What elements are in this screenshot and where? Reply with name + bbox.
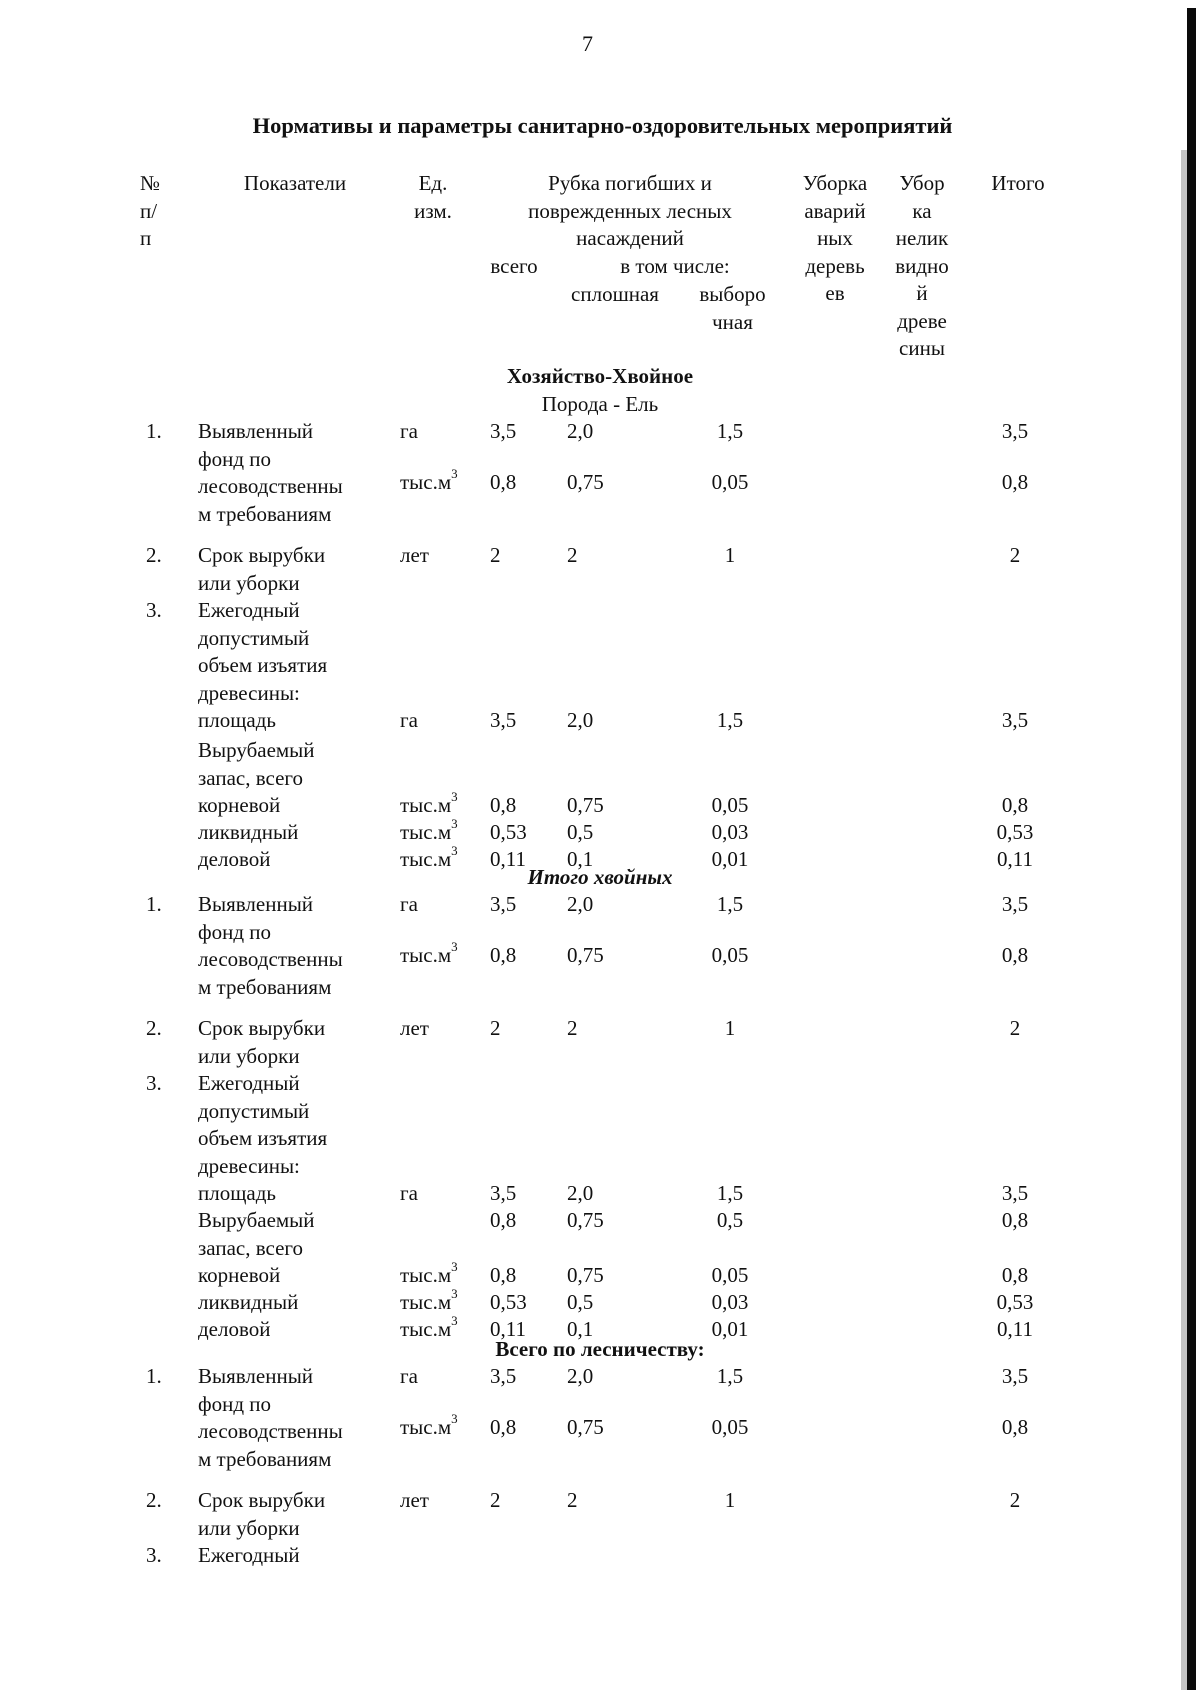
cubic-superscript: 3 [451, 1286, 458, 1301]
value-grand-total: 0,8 [1001, 793, 1029, 817]
unit-cell [400, 816, 458, 847]
value-grand-total: 0,8 [1001, 1208, 1029, 1232]
unit-cell [400, 1286, 458, 1317]
value-clear-felling: 2 [567, 1016, 578, 1040]
value-selective-felling: 1,5 [716, 419, 744, 443]
unit-text: тыс.м [400, 1317, 452, 1341]
value-total-felling: 3,5 [490, 419, 517, 443]
cubic-superscript: 3 [451, 939, 458, 954]
unit-text: тыс.м [400, 847, 452, 871]
unit-cell [400, 1313, 458, 1344]
indicator-label: площадь [198, 1181, 276, 1205]
header-number-line: № [140, 171, 161, 195]
scan-edge-border [1187, 8, 1196, 1690]
indicator-label: объем изъятия [198, 1126, 328, 1150]
header-number-line: п [140, 226, 152, 250]
value-total-felling: 0,8 [490, 470, 517, 494]
indicator-label: м требованиям [198, 1446, 332, 1471]
value-selective-felling: 0,05 [711, 1263, 749, 1287]
indicator-label: лесоводственны [198, 1419, 343, 1443]
value-grand-total: 0,11 [997, 1317, 1033, 1341]
indicator-label: допустимый [198, 1098, 310, 1123]
header-selective-line: чная [712, 309, 753, 334]
value-selective-felling: 1 [724, 543, 736, 567]
unit-cell [400, 939, 458, 970]
header-felling [480, 170, 780, 253]
header-felling-including: в том числе: [620, 254, 730, 278]
unit-text: лет [400, 1016, 429, 1040]
indicator-label: ликвидный [198, 820, 299, 844]
unit-cell [400, 1180, 418, 1208]
indicator-label: Выявленный [198, 892, 314, 916]
cubic-superscript: 3 [451, 466, 458, 481]
value-clear-felling: 0,75 [567, 1263, 604, 1287]
unit-text: лет [400, 543, 429, 567]
value-selective-felling: 0,05 [711, 1415, 749, 1439]
value-grand-total: 2 [1009, 1016, 1021, 1040]
header-unliquid-line: видно [895, 253, 949, 278]
unit-text: лет [400, 1488, 429, 1512]
header-emergency-line: ев [825, 281, 845, 305]
value-grand-total: 3,5 [1001, 419, 1029, 443]
value-grand-total: 0,8 [1001, 470, 1029, 494]
value-clear-felling: 2,0 [567, 1364, 594, 1388]
unit-text: тыс.м [400, 470, 452, 494]
value-total-felling: 2 [490, 543, 501, 567]
indicator-label: фонд по [198, 919, 272, 944]
indicator-label: Вырубаемый [198, 738, 315, 762]
row-number: 3. [146, 598, 162, 622]
indicator-label: корневой [198, 1263, 281, 1287]
unit-text: тыс.м [400, 820, 452, 844]
value-clear-felling: 0,1 [567, 847, 594, 871]
value-selective-felling: 1 [724, 1016, 736, 1040]
unit-text: тыс.м [400, 1415, 452, 1439]
value-grand-total: 0,53 [996, 1290, 1034, 1314]
unit-cell [400, 1363, 418, 1391]
indicator-label: площадь [198, 708, 276, 732]
header-felling-selective [685, 281, 780, 336]
indicator-label: м требованиям [198, 501, 332, 526]
value-grand-total: 3,5 [1001, 1181, 1029, 1205]
section-subtitle: Порода - Ель [541, 391, 659, 416]
value-clear-felling: 0,75 [567, 470, 604, 494]
unit-cell [400, 1259, 458, 1290]
value-clear-felling: 2,0 [567, 1181, 594, 1205]
section-title: Хозяйство-Хвойное [506, 364, 694, 388]
row-number: 1. [146, 419, 162, 443]
value-grand-total: 2 [1009, 1488, 1021, 1512]
header-emergency-line: аварий [804, 198, 866, 223]
indicator-label: древесины: [198, 1153, 300, 1178]
indicator-label: Ежегодный [198, 1071, 300, 1095]
header-number [140, 170, 180, 253]
header-unit-line: Ед. [418, 171, 448, 195]
header-unit-line: изм. [414, 198, 452, 223]
unit-cell [400, 1487, 429, 1515]
value-total-felling: 0,11 [490, 1317, 526, 1341]
unit-text: га [400, 708, 418, 732]
value-total-felling: 0,8 [490, 1208, 517, 1232]
unit-cell [400, 789, 458, 820]
indicator-label: Ежегодный [198, 598, 300, 622]
indicator-label: Срок вырубки [198, 543, 326, 567]
indicator-label: Вырубаемый [198, 1208, 315, 1232]
indicator-label: или уборки [198, 1043, 300, 1068]
unit-text: тыс.м [400, 1263, 452, 1287]
value-grand-total: 3,5 [1001, 708, 1029, 732]
value-clear-felling: 0,75 [567, 943, 604, 967]
value-selective-felling: 1 [724, 1488, 736, 1512]
unit-cell [400, 418, 418, 446]
indicator-label: Срок вырубки [198, 1016, 326, 1040]
unit-cell [400, 1015, 429, 1043]
row-number: 3. [146, 1071, 162, 1095]
value-total-felling: 0,8 [490, 943, 517, 967]
indicator-label: ликвидный [198, 1290, 299, 1314]
section-title: Итого хвойных [527, 865, 673, 889]
cubic-superscript: 3 [451, 789, 458, 804]
header-indicator [195, 170, 395, 198]
unit-text: тыс.м [400, 793, 452, 817]
value-clear-felling: 2 [567, 543, 578, 567]
header-emergency-line: Уборка [802, 171, 868, 195]
header-felling-line: насаждений [576, 226, 684, 250]
header-indicator-label: Показатели [243, 171, 347, 195]
header-unliquid-line: древе [897, 308, 947, 333]
row-number: 2. [146, 1016, 162, 1040]
value-total-felling: 0,11 [490, 847, 526, 871]
value-clear-felling: 2,0 [567, 708, 594, 732]
indicator-label: фонд по [198, 1391, 272, 1416]
cubic-superscript: 3 [451, 843, 458, 858]
value-selective-felling: 0,03 [711, 820, 749, 844]
header-unliquid-line: сины [899, 336, 945, 360]
indicator-label: допустимый [198, 625, 310, 650]
value-grand-total: 3,5 [1001, 1364, 1029, 1388]
cubic-superscript: 3 [451, 1259, 458, 1274]
value-selective-felling: 0,01 [711, 1317, 749, 1341]
header-selective-line: выборо [699, 282, 766, 306]
value-total-felling: 0,8 [490, 1415, 517, 1439]
header-unliquid-line: нелик [895, 226, 949, 250]
unit-text: га [400, 1181, 418, 1205]
cubic-superscript: 3 [451, 1313, 458, 1328]
unit-cell [400, 891, 418, 919]
indicator-label: или уборки [198, 570, 300, 595]
value-selective-felling: 1,5 [716, 1364, 744, 1388]
indicator-label: деловой [198, 1317, 271, 1341]
value-total-felling: 2 [490, 1488, 501, 1512]
value-grand-total: 0,8 [1001, 943, 1029, 967]
header-unliquid-line: ка [912, 198, 932, 223]
value-total-felling: 0,53 [490, 820, 527, 844]
value-total-felling: 0,8 [490, 1263, 517, 1287]
value-total-felling: 3,5 [490, 1181, 517, 1205]
value-total-felling: 3,5 [490, 892, 517, 916]
header-felling-clear: сплошная [571, 282, 659, 306]
value-total-felling: 3,5 [490, 1364, 517, 1388]
value-selective-felling: 0,03 [711, 1290, 749, 1314]
value-total-felling: 0,8 [490, 793, 517, 817]
value-grand-total: 0,8 [1001, 1415, 1029, 1439]
indicator-label: корневой [198, 793, 281, 817]
header-emergency-line: деревь [805, 253, 865, 278]
value-clear-felling: 0,75 [567, 793, 604, 817]
unit-text: тыс.м [400, 943, 452, 967]
unit-cell [400, 843, 458, 874]
value-selective-felling: 0,5 [716, 1208, 744, 1232]
unit-cell [400, 1411, 458, 1442]
indicator-label: м требованиям [198, 974, 332, 999]
indicator-label: деловой [198, 847, 271, 871]
cubic-superscript: 3 [451, 816, 458, 831]
section-title: Всего по лесничеству: [495, 1337, 705, 1361]
header-number-line: п/ [140, 198, 158, 223]
page-number: 7 [582, 31, 593, 56]
value-total-felling: 2 [490, 1016, 501, 1040]
indicator-label: или уборки [198, 1515, 300, 1540]
indicator-label: лесоводственны [198, 474, 343, 498]
header-unit [398, 170, 468, 225]
header-total: Итого [991, 171, 1045, 195]
unit-cell [400, 466, 458, 497]
value-clear-felling: 0,1 [567, 1317, 594, 1341]
header-felling-line: Рубка погибших и [548, 171, 712, 195]
indicator-label: запас, всего [198, 1235, 303, 1260]
row-number: 1. [146, 1364, 162, 1388]
indicator-label: древесины: [198, 680, 300, 705]
header-felling-line: поврежденных лесных [528, 198, 732, 223]
value-clear-felling: 2,0 [567, 419, 594, 443]
value-selective-felling: 0,01 [711, 847, 749, 871]
row-number: 2. [146, 1488, 162, 1512]
value-total-felling: 3,5 [490, 708, 517, 732]
value-grand-total: 0,11 [997, 847, 1033, 871]
value-grand-total: 2 [1009, 543, 1021, 567]
value-grand-total: 0,53 [996, 820, 1034, 844]
unit-cell [400, 707, 418, 735]
header-felling-total: всего [490, 254, 538, 278]
value-clear-felling: 2 [567, 1488, 578, 1512]
value-clear-felling: 0,75 [567, 1415, 604, 1439]
indicator-label: фонд по [198, 446, 272, 471]
document-title: Нормативы и параметры санитарно-оздоровительных мероприятий [252, 113, 953, 138]
header-emergency-line: ных [817, 226, 853, 250]
value-clear-felling: 0,75 [567, 1208, 604, 1232]
indicator-label: Выявленный [198, 1364, 314, 1388]
cubic-superscript: 3 [451, 1411, 458, 1426]
value-selective-felling: 0,05 [711, 470, 749, 494]
indicator-label: Ежегодный [198, 1543, 300, 1567]
unit-text: га [400, 419, 418, 443]
value-clear-felling: 0,5 [567, 820, 594, 844]
value-total-felling: 0,53 [490, 1290, 527, 1314]
row-number: 3. [146, 1543, 162, 1567]
indicator-label: Срок вырубки [198, 1488, 326, 1512]
indicator-label: объем изъятия [198, 653, 328, 677]
header-unliquid-line: Убор [899, 171, 945, 195]
value-grand-total: 3,5 [1001, 892, 1029, 916]
row-number: 1. [146, 892, 162, 916]
value-grand-total: 0,8 [1001, 1263, 1029, 1287]
unit-text: га [400, 892, 418, 916]
unit-cell [400, 542, 429, 570]
row-number: 2. [146, 543, 162, 567]
value-clear-felling: 0,5 [567, 1290, 594, 1314]
unit-text: га [400, 1364, 418, 1388]
value-selective-felling: 1,5 [716, 892, 744, 916]
header-emergency-trees [790, 170, 880, 308]
indicator-label: Выявленный [198, 419, 314, 443]
value-selective-felling: 0,05 [711, 793, 749, 817]
header-unliquid-line: й [916, 281, 928, 305]
indicator-label: запас, всего [198, 765, 303, 790]
value-clear-felling: 2,0 [567, 892, 594, 916]
value-selective-felling: 1,5 [716, 708, 744, 732]
header-unliquid-wood [887, 170, 957, 363]
unit-text: тыс.м [400, 1290, 452, 1314]
value-selective-felling: 1,5 [716, 1181, 744, 1205]
indicator-label: лесоводственны [198, 947, 343, 971]
value-selective-felling: 0,05 [711, 943, 749, 967]
